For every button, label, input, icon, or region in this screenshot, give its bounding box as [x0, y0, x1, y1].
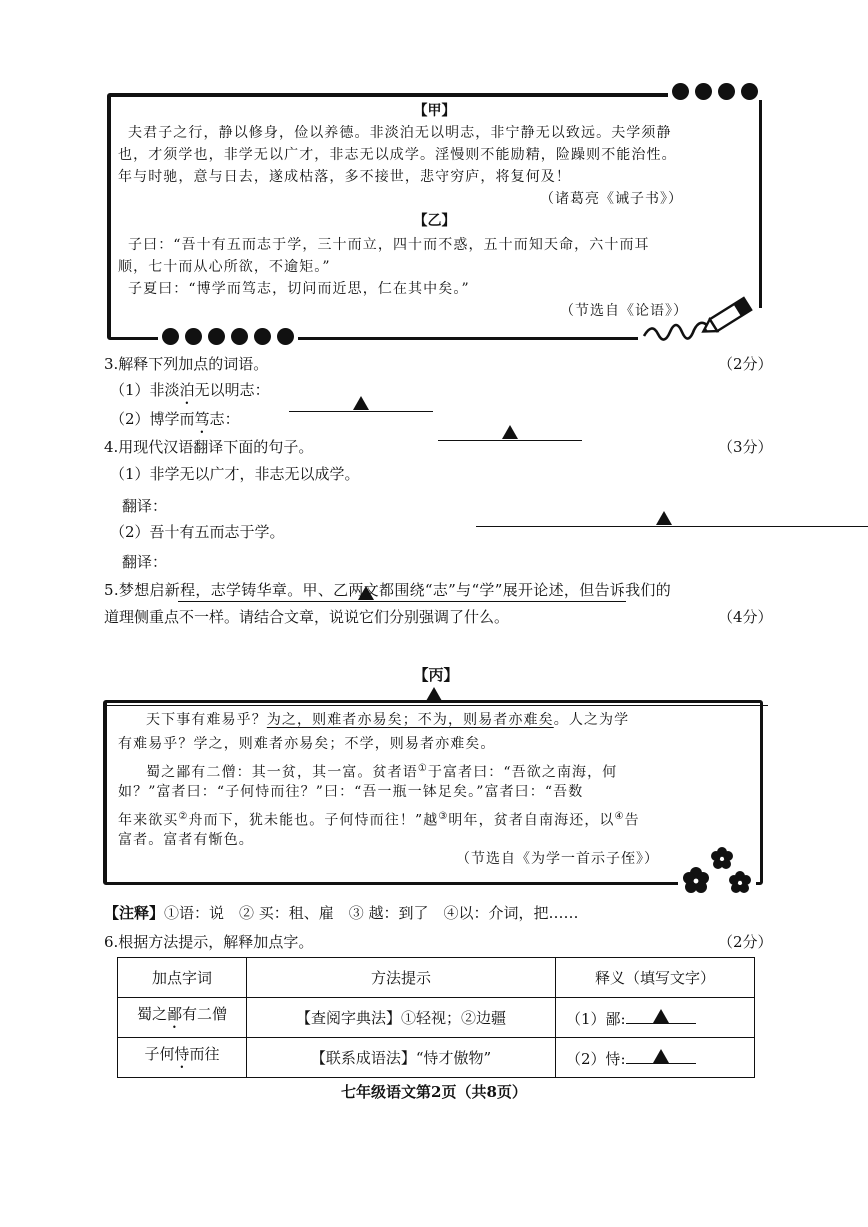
q3-answer1-blank[interactable] — [289, 410, 433, 412]
passage-bing-source: （节选自《为学一首示子侄》） — [456, 851, 659, 867]
q6-answer2-blank[interactable] — [626, 1047, 696, 1064]
table-cell-answer: （2）恃: — [556, 1038, 755, 1078]
passage-bing-line1: 天下事有难易乎？为之，则难者亦易矣；不为，则易者亦难矣。人之为学 — [146, 712, 630, 728]
triangle-marker-icon — [502, 425, 518, 439]
flower-icon — [678, 842, 756, 894]
table-cell-answer: （1）鄙: — [556, 998, 755, 1038]
triangle-marker-icon — [426, 687, 442, 701]
dot-icon — [741, 83, 758, 100]
q4-translate-label1: 翻译： — [122, 497, 168, 515]
passage-bing-label: 【丙】 — [413, 666, 459, 684]
triangle-marker-icon — [353, 396, 369, 410]
q4-answer1-blank[interactable] — [476, 525, 868, 527]
table-header: 释义（填写文字） — [556, 958, 755, 998]
q4-title: 4.用现代汉语翻译下面的句子。 — [104, 438, 314, 456]
triangle-marker-icon — [653, 1049, 669, 1063]
triangle-marker-icon — [653, 1009, 669, 1023]
page-footer: 七年级语文第2页（共8页） — [341, 1083, 527, 1101]
decorative-dots-top — [668, 83, 762, 100]
passage-jia-line2: 也，才须学也，非学无以广才，非志无以成学。淫慢则不能励精，险躁则不能治性。 — [118, 147, 677, 163]
emphasis-char: 泊 — [179, 381, 195, 399]
passage-jia-line1: 夫君子之行，静以修身，俭以养德。非淡泊无以明志，非宁静无以致远。夫学须静 — [128, 125, 672, 141]
dot-icon — [231, 328, 248, 345]
q3-title: 3.解释下列加点的词语。 — [104, 355, 269, 373]
q5-line1: 5.梦想启新程，志学铸华章。甲、乙两文都围绕“志”与“学”展开论述，但告诉我们的 — [104, 581, 671, 599]
passage-jia-label: 【甲】 — [413, 103, 456, 119]
table-row — [118, 1038, 755, 1078]
passage-yi-source: （节选自《论语》） — [560, 303, 688, 319]
passage-yi-line2: 顺，七十而从心所欲，不逾矩。” — [118, 259, 331, 275]
table-cell-word: 子何恃而往 — [118, 1038, 247, 1078]
triangle-marker-icon — [656, 511, 672, 525]
passage-bing-line4: 如？”富者曰：“子何恃而往？”曰：“吾一瓶一钵足矣。”富者曰：“吾数 — [118, 784, 584, 800]
table-cell-word: 蜀之鄙有二僧 — [118, 998, 247, 1038]
q6-title: 6.根据方法提示，解释加点字。 — [104, 933, 314, 951]
table-cell-hint: 【查阅字典法】①轻视；②边疆 — [247, 998, 556, 1038]
q5-line2: 道理侧重点不一样。请结合文章，说说它们分别强调了什么。 — [104, 608, 510, 626]
passage-bing-line3: 蜀之鄙有二僧：其一贫，其一富。贫者语①于富者曰：“吾欲之南海，何 — [146, 763, 618, 781]
emphasis-char: 鄙 — [166, 1005, 182, 1023]
dot-icon — [185, 328, 202, 345]
passage-bing-line2: 有难易乎？学之，则难者亦易矣；不学，则易者亦难矣。 — [118, 736, 496, 752]
q3-item2: （2）博学而笃志： — [110, 410, 240, 428]
passage-bing-line5: 年来欲买②舟而下，犹未能也。子何恃而往！”越③明年，贫者自南海还，以④告 — [118, 811, 640, 829]
emphasis-char: 笃 — [194, 410, 210, 428]
table-header: 方法提示 — [247, 958, 556, 998]
dot-icon — [162, 328, 179, 345]
q3-score: （2分） — [718, 355, 773, 373]
q6-answer1-blank[interactable] — [626, 1007, 696, 1024]
q4-item1: （1）非学无以广才，非志无以成学。 — [110, 465, 360, 483]
dot-icon — [718, 83, 735, 100]
emphasis-char: 恃 — [174, 1045, 190, 1063]
dot-icon — [254, 328, 271, 345]
q4-answer2-blank[interactable] — [178, 600, 626, 602]
q6-score: （2分） — [718, 933, 773, 951]
q4-score: （3分） — [718, 438, 773, 456]
passage-bing-line6: 富者。富者有惭色。 — [118, 832, 254, 848]
table-cell-hint: 【联系成语法】“恃才傲物” — [247, 1038, 556, 1078]
dot-icon — [208, 328, 225, 345]
table-header-row — [118, 958, 755, 998]
q3-item1: （1）非淡泊无以明志： — [110, 381, 270, 399]
dot-icon — [277, 328, 294, 345]
q6-method-table — [117, 957, 755, 1078]
table-header: 加点字词 — [118, 958, 247, 998]
passage-jia-line3: 年与时驰，意与日去，遂成枯落，多不接世，悲守穷庐，将复何及！ — [118, 169, 571, 185]
passage-yi-label: 【乙】 — [413, 213, 456, 229]
q4-translate-label2: 翻译： — [122, 553, 168, 571]
passage-yi-line3: 子夏曰：“博学而笃志，切问而近思，仁在其中矣。” — [128, 281, 470, 297]
passage-jia-source: （诸葛亮《诫子书》） — [540, 191, 683, 207]
q3-answer2-blank[interactable] — [438, 439, 582, 441]
dot-icon — [695, 83, 712, 100]
notes: 【注释】①语：说 ② 买：租、雇 ③ 越：到了 ④以：介词，把…… — [104, 904, 579, 922]
q5-score: （4分） — [718, 608, 773, 626]
table-row — [118, 998, 755, 1038]
q4-item2: （2）吾十有五而志于学。 — [110, 523, 285, 541]
decorative-dots-bottom — [158, 328, 298, 345]
underlined-sentence: 为之，则难者亦易矣；不为，则易者亦难矣 — [266, 712, 554, 728]
passage-yi-line1: 子曰：“吾十有五而志于学，三十而立，四十而不惑，五十而知天命，六十而耳 — [128, 237, 650, 253]
dot-icon — [672, 83, 689, 100]
